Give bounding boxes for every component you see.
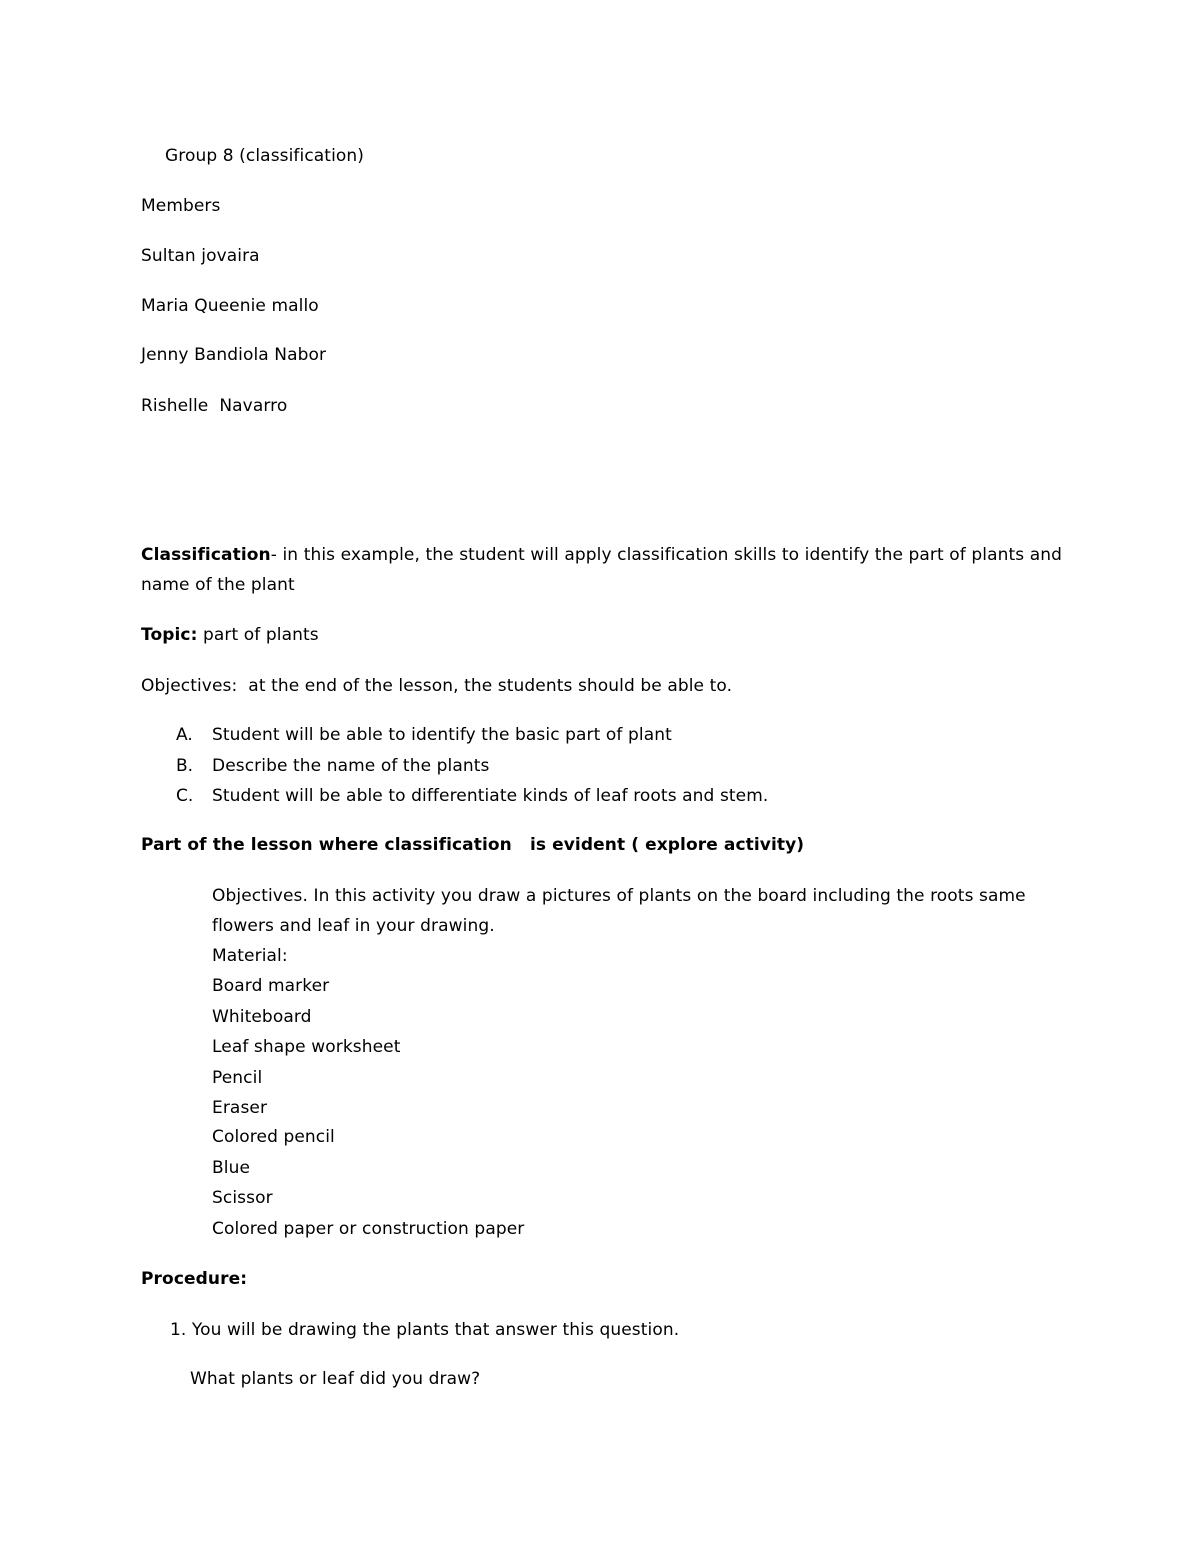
material-item: Pencil [212, 1068, 263, 1088]
objectives-value: at the end of the lesson, the students should be able to. [237, 676, 733, 696]
objective-letter: C. [176, 786, 194, 806]
material-item: Eraser [212, 1098, 268, 1118]
part-of-lesson-heading: Part of the lesson where classification is evident ( explore activity) [141, 835, 805, 855]
members-label: Members [141, 196, 221, 216]
classification-paragraph [141, 544, 1062, 566]
objective-letter: A. [176, 725, 193, 745]
material-label: Material: [212, 946, 288, 966]
material-item: Board marker [212, 976, 330, 996]
topic-label: Topic: [141, 625, 198, 645]
classification-text-line2: name of the plant [141, 575, 295, 595]
procedure-step: 1. You will be drawing the plants that answer this question. [170, 1320, 680, 1340]
objective-letter: B. [176, 756, 194, 776]
activity-objectives-line2: flowers and leaf in your drawing. [212, 916, 495, 936]
material-item: Blue [212, 1158, 251, 1178]
member-name: Maria Queenie mallo [141, 296, 319, 316]
classification-term: Classification [141, 545, 271, 565]
procedure-label: Procedure: [141, 1269, 248, 1289]
material-item: Leaf shape worksheet [212, 1037, 401, 1057]
objective-item: Describe the name of the plants [212, 756, 490, 776]
procedure-question: What plants or leaf did you draw? [190, 1369, 481, 1389]
material-item: Colored pencil [212, 1127, 335, 1147]
objectives-line [141, 675, 732, 697]
member-name: Sultan jovaira [141, 246, 260, 266]
activity-objectives-line1: Objectives. In this activity you draw a pictures of plants on the board including the roots same [212, 886, 1026, 906]
material-item: Whiteboard [212, 1007, 312, 1027]
objective-item: Student will be able to identify the basic part of plant [212, 725, 672, 745]
material-item: Colored paper or construction paper [212, 1219, 525, 1239]
group-title: Group 8 (classification) [165, 146, 365, 166]
member-name: Jenny Bandiola Nabor [141, 345, 327, 365]
classification-text: - in this example, the student will apply classification skills to identify the part of plants and [270, 545, 1062, 565]
topic-line [141, 624, 319, 646]
topic-value: part of plants [197, 625, 319, 645]
objective-item: Student will be able to differentiate kinds of leaf roots and stem. [212, 786, 769, 806]
member-name: Rishelle Navarro [141, 396, 288, 416]
objectives-label: Objectives: [141, 676, 238, 696]
material-item: Scissor [212, 1188, 273, 1208]
